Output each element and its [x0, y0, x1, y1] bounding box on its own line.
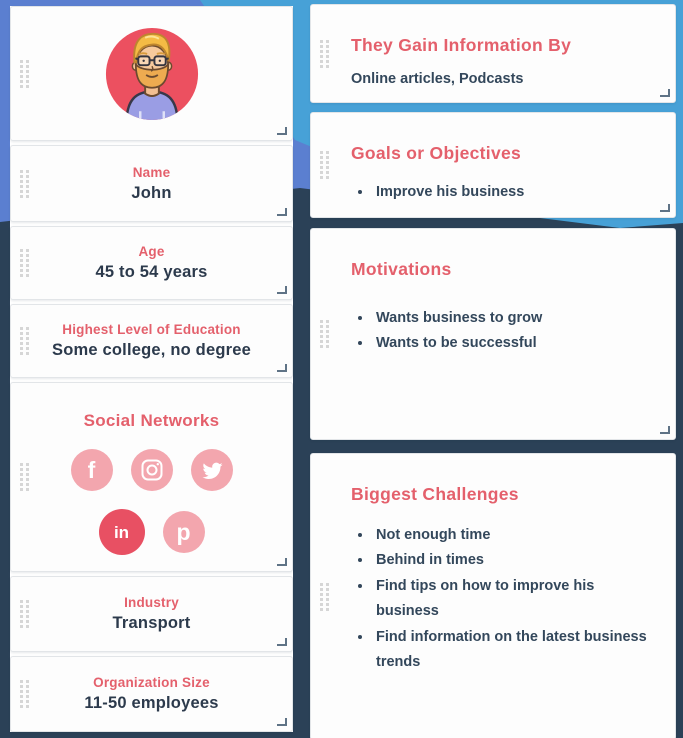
- drag-handle-icon[interactable]: [19, 248, 31, 278]
- social-row-1: [11, 449, 292, 491]
- motivations-title: Motivations: [351, 259, 452, 279]
- biggest-challenges-card: [310, 453, 676, 738]
- biggest-challenges-item: • Not enough time: [373, 523, 647, 548]
- name-card: [10, 145, 293, 222]
- resize-handle-icon[interactable]: [660, 426, 670, 434]
- organization-size-value: 11-50 employees: [84, 694, 219, 712]
- drag-handle-icon[interactable]: [319, 319, 331, 349]
- goals-card: [310, 112, 676, 218]
- goals-list: [351, 180, 647, 205]
- industry-value: Transport: [112, 614, 191, 632]
- biggest-challenges-title: Biggest Challenges: [351, 484, 519, 504]
- social-row-2: [11, 509, 292, 555]
- industry-label: Industry: [124, 595, 179, 610]
- motivations-item: • Wants business to grow: [373, 306, 647, 331]
- gain-information-text: Online articles, Podcasts: [351, 71, 524, 87]
- drag-handle-icon[interactable]: [19, 462, 31, 492]
- persona-avatar: [103, 25, 201, 123]
- resize-handle-icon[interactable]: [277, 638, 287, 646]
- instagram-icon[interactable]: [131, 449, 173, 491]
- facebook-icon[interactable]: f: [71, 449, 113, 491]
- organization-size-label: Organization Size: [93, 675, 210, 690]
- resize-handle-icon[interactable]: [277, 718, 287, 726]
- name-label: Name: [132, 164, 171, 180]
- drag-handle-icon[interactable]: [319, 150, 331, 180]
- education-label: Highest Level of Education: [62, 322, 241, 337]
- persona-column-left: [10, 6, 293, 732]
- biggest-challenges-item: • Find information on the latest business trends: [373, 625, 647, 676]
- motivations-list: [351, 306, 647, 357]
- drag-handle-icon[interactable]: [19, 169, 31, 199]
- drag-handle-icon[interactable]: [19, 679, 31, 709]
- industry-card: [10, 576, 293, 652]
- resize-handle-icon[interactable]: [660, 89, 670, 97]
- biggest-challenges-item: • Behind in times: [373, 548, 647, 573]
- education-value: Some college, no degree: [52, 341, 251, 359]
- twitter-icon[interactable]: [191, 449, 233, 491]
- age-card: [10, 226, 293, 300]
- resize-handle-icon[interactable]: [277, 208, 287, 216]
- goals-title: Goals or Objectives: [351, 143, 522, 163]
- drag-handle-icon[interactable]: [19, 326, 31, 356]
- age-label: Age: [138, 244, 165, 259]
- pinterest-icon[interactable]: p: [163, 511, 205, 553]
- drag-handle-icon[interactable]: [319, 582, 331, 612]
- persona-column-right: [310, 4, 676, 738]
- biggest-challenges-item: • Find tips on how to improve his business: [373, 574, 647, 625]
- drag-handle-icon[interactable]: [19, 599, 31, 629]
- education-card: [10, 304, 293, 378]
- resize-handle-icon[interactable]: [277, 127, 287, 135]
- resize-handle-icon[interactable]: [277, 558, 287, 566]
- social-networks-title: Social Networks: [83, 411, 220, 430]
- drag-handle-icon[interactable]: [19, 59, 31, 89]
- gain-information-card: [310, 4, 676, 103]
- social-networks-card: [10, 382, 293, 572]
- biggest-challenges-list: [351, 523, 647, 675]
- avatar-card: [10, 6, 293, 141]
- motivations-card: [310, 228, 676, 440]
- resize-handle-icon[interactable]: [660, 204, 670, 212]
- resize-handle-icon[interactable]: [277, 286, 287, 294]
- gain-information-title: They Gain Information By: [351, 35, 572, 55]
- resize-handle-icon[interactable]: [277, 364, 287, 372]
- age-value: 45 to 54 years: [95, 263, 208, 281]
- drag-handle-icon[interactable]: [319, 39, 331, 69]
- name-value: John: [131, 183, 172, 202]
- linkedin-icon[interactable]: in: [99, 509, 145, 555]
- goals-item: • Improve his business: [373, 180, 647, 205]
- organization-size-card: [10, 656, 293, 732]
- motivations-item: • Wants to be successful: [373, 331, 647, 356]
